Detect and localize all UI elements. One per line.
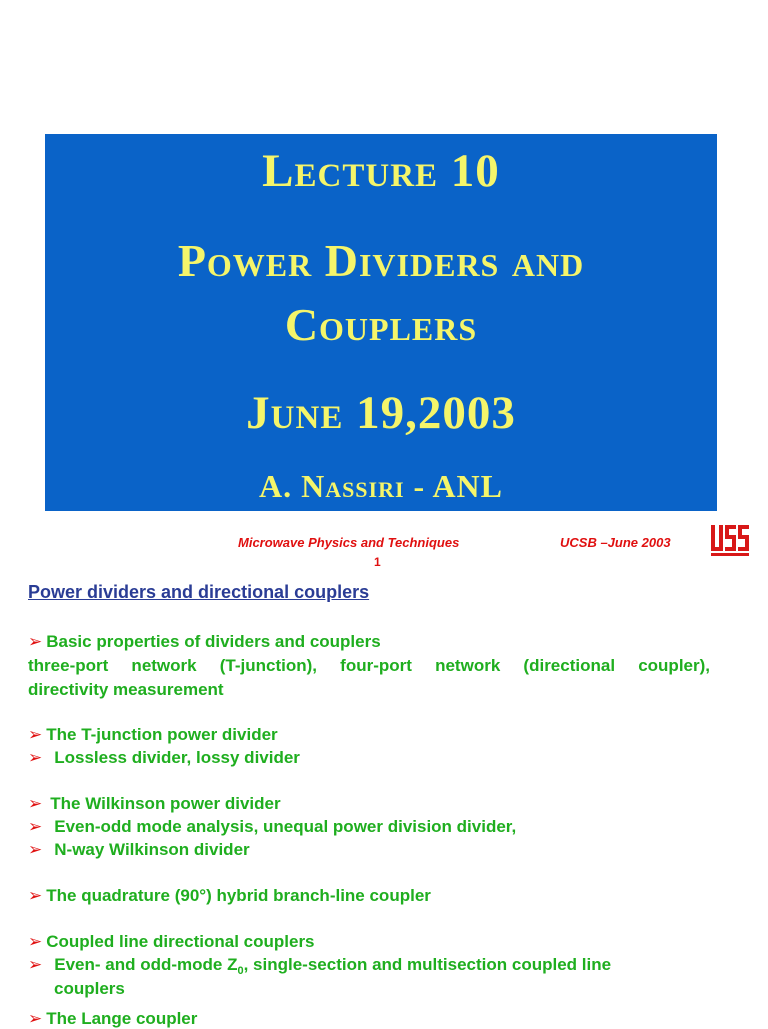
arrow-bullet-icon: ➢ — [28, 794, 43, 813]
page-number: 1 — [374, 555, 381, 569]
bullet-lange: ➢ The Lange coupler — [28, 1009, 198, 1028]
lecture-title-line2: Couplers — [284, 299, 478, 350]
arrow-bullet-icon: ➢ — [28, 840, 43, 859]
basic-properties-detail: three-port network (T-junction), four-port network (directional coupler), — [28, 656, 710, 675]
arrow-bullet-icon: ➢ — [28, 932, 43, 951]
bullet-even-odd: ➢ Even-odd mode analysis, unequal power division divider, — [28, 817, 517, 836]
footer-institution: UCSB –June 2003 — [560, 535, 671, 550]
bullet-t-junction: ➢ The T-junction power divider — [28, 725, 278, 744]
directivity-line: directivity measurement — [28, 680, 224, 699]
arrow-bullet-icon: ➢ — [28, 817, 43, 836]
arrow-bullet-icon: ➢ — [28, 955, 43, 974]
bullet-wilkinson: ➢ The Wilkinson power divider — [28, 794, 281, 813]
section-heading: Power dividers and directional couplers — [28, 582, 370, 602]
couplers-continuation: couplers — [54, 979, 125, 998]
bullet-n-way: ➢ N-way Wilkinson divider — [28, 840, 250, 859]
footer-course: Microwave Physics and Techniques — [238, 535, 460, 550]
lecture-author: A. Nassiri - ANL — [258, 468, 504, 504]
bullet-lossless: ➢ Lossless divider, lossy divider — [28, 748, 300, 767]
bullet-coupled-line: ➢ Coupled line directional couplers — [28, 932, 315, 951]
bullet-even-odd-z0: ➢ Even- and odd-mode $Z_0$, single-section and multisection coupled line — [28, 955, 612, 977]
lecture-title-line1: Power Dividers and — [177, 235, 585, 286]
arrow-bullet-icon: ➢ — [28, 632, 43, 651]
bullet-basic-properties: ➢ Basic properties of dividers and couplers — [28, 632, 381, 651]
arrow-bullet-icon: ➢ — [28, 748, 43, 767]
arrow-bullet-icon: ➢ — [28, 886, 43, 905]
arrow-bullet-icon: ➢ — [28, 725, 43, 744]
lecture-date: June 19,2003 — [246, 387, 516, 439]
uspas-logo-icon — [709, 522, 751, 558]
title-box — [45, 134, 717, 511]
bullet-quadrature: ➢ The quadrature (90°) hybrid branch-line coupler — [28, 886, 431, 905]
arrow-bullet-icon: ➢ — [28, 1009, 43, 1028]
lecture-number: Lecture 10 — [262, 145, 500, 197]
